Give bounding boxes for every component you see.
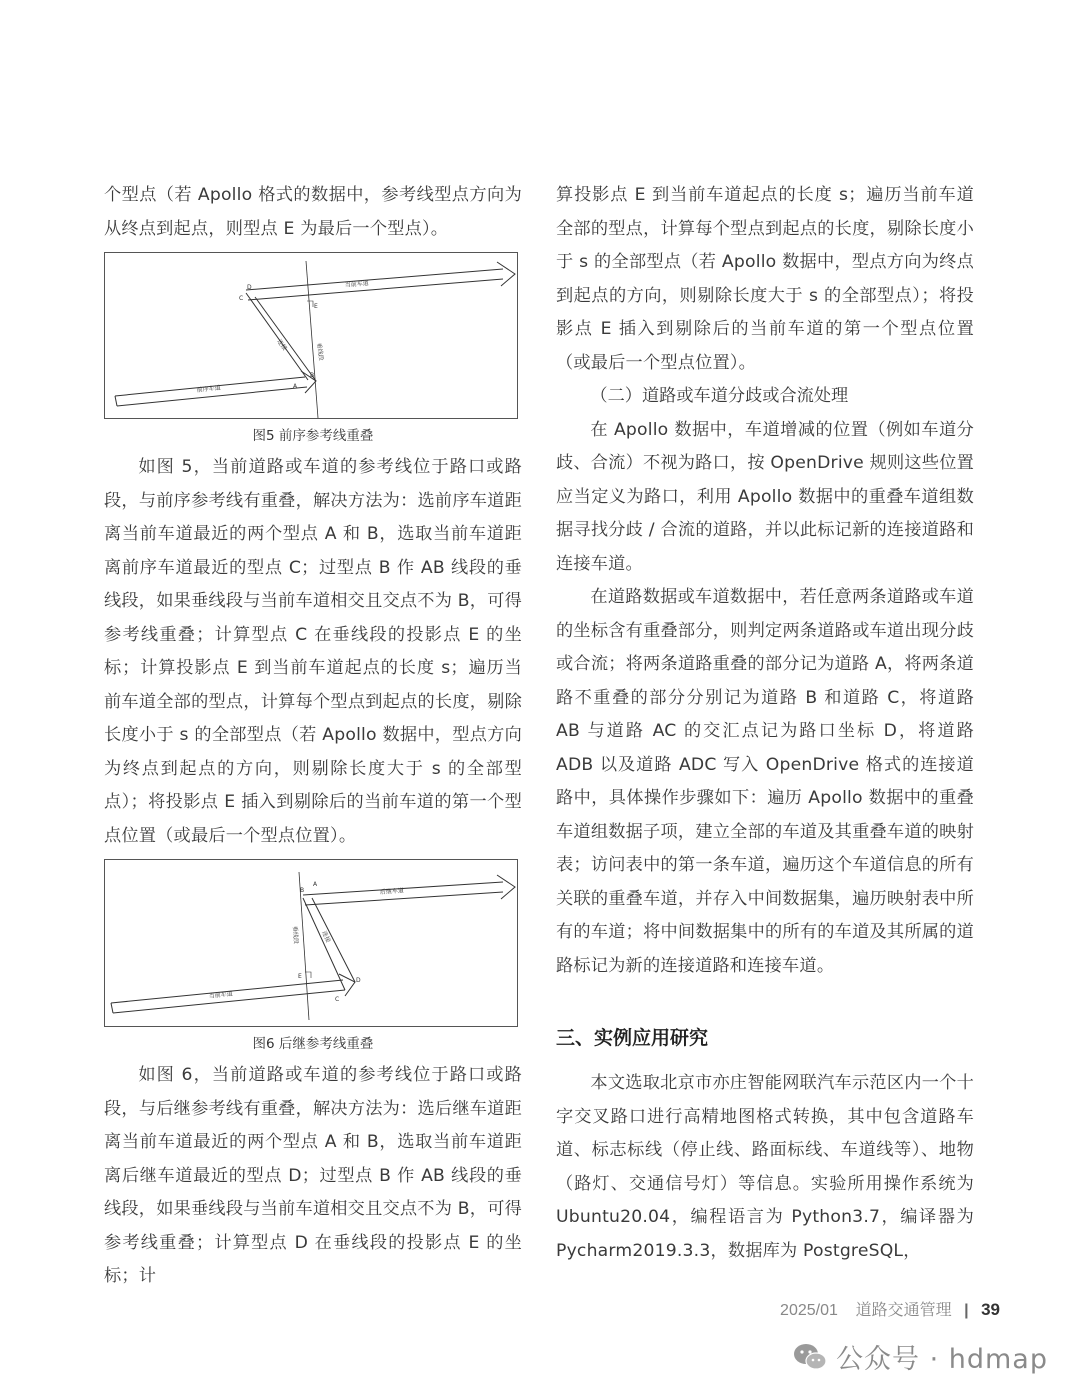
current-lane-arrow xyxy=(246,262,515,300)
bridge-label: 连接 xyxy=(320,929,332,944)
point-d: D xyxy=(356,977,361,984)
wechat-icon xyxy=(792,1342,828,1372)
point-a: A xyxy=(293,383,298,390)
prev-lane-label: 前序车道 xyxy=(196,384,222,394)
section-heading: 三、实例应用研究 xyxy=(556,1027,709,1049)
figure-5 xyxy=(104,252,518,419)
point-b: B xyxy=(310,372,315,379)
watermark-text: 公众号 · hdmap xyxy=(836,1344,1048,1375)
point-c: C xyxy=(335,996,340,1003)
issue-date: 2025/01 xyxy=(780,1302,838,1319)
journal-name: 道路交通管理 xyxy=(855,1302,952,1319)
paragraph: 在道路数据或车道数据中，若任意两条道路或车道的坐标含有重叠部分，则判定两条道路或车道出现分歧或合流；将两条道路重叠的部分记为道路 A，将两条道路不重叠的部分分别记为道路 B 和道路 C，将道路 AB 与道路 AC 的交汇点记为路口坐标 D，将道路 ADB 以及道路 ADC 写入 OpenDrive 格式的连接道路中，具体操作步骤如下：遍历 Apollo 数据中的重叠车道组数据子项，建立全部的车道及其重叠车道的映射表；访问表中的第一条车道，遍历这个车道信息的所有关联的重叠车道，并存入中间数据集，遍历映射表中所有的车道；将中间数据集中的所有的车道及其所属的道路标记为新的连接道路和连接车道。 xyxy=(556,587,974,976)
paragraph: 如图 6，当前道路或车道的参考线位于路口或路段，与后继参考线有重叠，解决方法为：选后继车道距离当前车道最近的两个型点 A 和 B，选取当前车道距离后继车道最近的型点 D；过型点 B 作 AB 线段的垂线段，如果垂线段与当前车道相交且交点不为 B，可得参考线重叠；计算型点 D 在垂线段的投影点 E 的坐标；计 xyxy=(104,1065,522,1286)
watermark xyxy=(792,1337,1048,1376)
left-column xyxy=(104,179,522,1294)
subsection-heading: （二）道路或车道分歧或合流处理 xyxy=(590,386,849,406)
next-lane-label: 后继车道 xyxy=(379,887,405,896)
paragraph: 如图 5，当前道路或车道的参考线位于路口或路段，与前序参考线有重叠，解决方法为：选前序车道距离当前车道最近的两个型点 A 和 B，选取当前车道距离前序车道最近的型点 C；过型点 B 作 AB 线段的垂线段，如果垂线段与当前车道相交且交点不为 B，可得参考线重叠；计算型点 C 在垂线段的投影点 E 的坐标；计算投影点 E 到当前车道起点的长度 s；遍历当前车道全部的型点，计算每个型点到起点的长度，剔除长度小于 s 的全部型点（若 Apollo 数据中，型点方向为终点到起点的方向，则剔除长度大于 s 的全部型点）；将投影点 E 插入到剔除后的当前车道的第一个型点位置（或最后一个型点位置）。 xyxy=(104,457,522,846)
figure-6 xyxy=(104,859,518,1027)
paragraph: 算投影点 E 到当前车道起点的长度 s；遍历当前车道全部的型点，计算每个型点到起点的长度，剔除长度小于 s 的全部型点（若 Apollo 数据中，型点方向为终点到起点的方向，则剔除长度大于 s 的全部型点）；将投影点 E 插入到剔除后的当前车道的第一个型点位置（或最后一个型点位置）。 xyxy=(556,185,974,373)
point-d: D xyxy=(247,284,252,291)
next-lane-arrow xyxy=(303,875,515,905)
right-angle-marker xyxy=(307,301,313,307)
figure-6-caption: 图6 后继参考线重叠 xyxy=(252,1036,374,1052)
paragraph: 本文选取北京市亦庄智能网联汽车示范区内一个十字交叉路口进行高精地图格式转换，其中包含道路车道、标志标线（停止线、路面标线、车道线等）、地物（路灯、交通信号灯）等信息。实验所用操作系统为 Ubuntu20.04，编程语言为 Python3.7，编译器为 Pycharm2019.3.3，数据库为 PostgreSQL， xyxy=(556,1073,974,1261)
page-footer xyxy=(780,1297,1000,1320)
footer-separator: | xyxy=(964,1302,969,1319)
point-a: A xyxy=(313,881,318,888)
current-lane-arrow xyxy=(111,974,355,1013)
point-e: E xyxy=(298,973,302,980)
perpendicular-label: 垂线段 xyxy=(291,925,300,945)
paragraph: 个型点（若 Apollo 格式的数据中，参考线型点方向为从终点到起点，则型点 E 为最后一个型点）。 xyxy=(104,185,522,239)
point-c: C xyxy=(239,295,244,302)
figure-5-caption: 图5 前序参考线重叠 xyxy=(252,428,374,444)
current-lane-label: 当前车道 xyxy=(208,990,234,1000)
figure-6-diagram xyxy=(105,860,517,1026)
perpendicular-line xyxy=(299,872,309,1020)
perpendicular-label: 垂线段 xyxy=(315,342,325,362)
current-lane-label: 当前车道 xyxy=(344,279,370,289)
page-number: 39 xyxy=(981,1300,1000,1319)
right-column xyxy=(556,179,974,1268)
point-b: B xyxy=(300,887,305,894)
paragraph: 在 Apollo 数据中，车道增减的位置（例如车道分歧、合流）不视为路口，按 OpenDrive 规则这些位置应当定义为路口，利用 Apollo 数据中的重叠车道组数据寻找分歧 / 合流的道路，并以此标记新的连接道路和连接车道。 xyxy=(556,419,974,574)
bridge-label: 连接 xyxy=(275,338,288,352)
point-e: E xyxy=(314,303,318,310)
figure-5-diagram xyxy=(105,253,517,418)
